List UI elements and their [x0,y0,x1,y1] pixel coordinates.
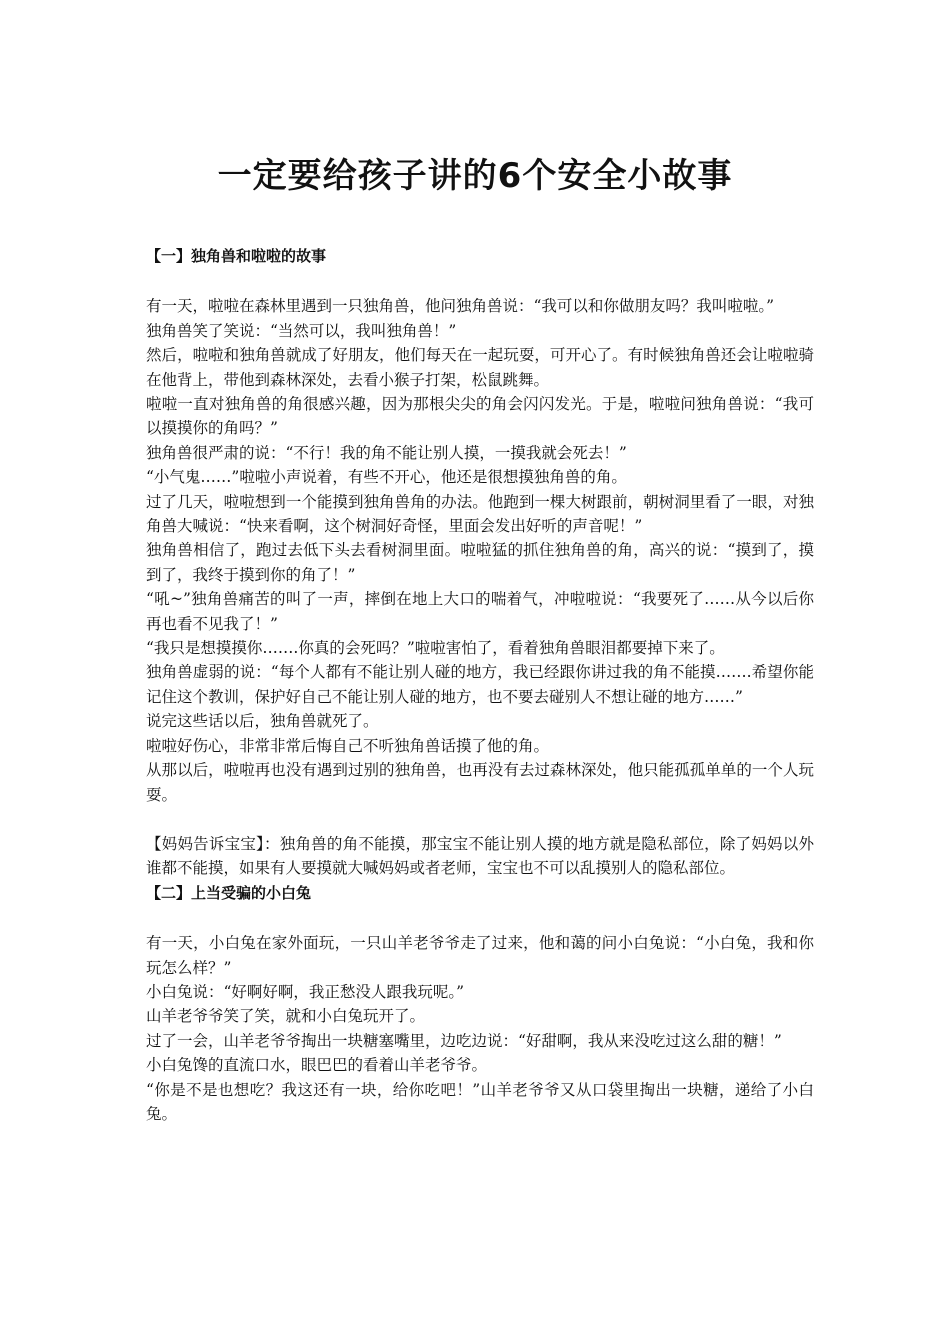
paragraph: 啦啦好伤心，非常非常后悔自己不听独角兽话摸了他的角。 [146,736,550,755]
paragraph: 然后，啦啦和独角兽就成了好朋友，他们每天在一起玩耍，可开心了。有时候独角兽还会让啦啦骑在他背上，带他到森林深处，去看小猴子打架，松鼠跳舞。 [146,346,814,389]
paragraph: “吼~”独角兽痛苦的叫了一声，摔倒在地上大口的喘着气，冲啦啦说：“我要死了……从今以后你再也看不见我了！” [146,590,814,633]
paragraph: 小白兔馋的直流口水，眼巴巴的看着山羊老爷爷。 [146,1056,488,1075]
section-heading: 【二】上当受骗的小白兔 [146,883,312,902]
paragraph: “我只是想摸摸你…….你真的会死吗？”啦啦害怕了，看着独角兽眼泪都要掉下来了。 [146,639,725,658]
paragraph: 小白兔说：“好啊好啊，我正愁没人跟我玩呢。” [146,982,465,1001]
paragraph: 说完这些话以后，独角兽就死了。 [146,712,379,731]
document-body [146,244,814,1126]
paragraph: 啦啦一直对独角兽的角很感兴趣，因为那根尖尖的角会闪闪发光。于是，啦啦问独角兽说：“我可以摸摸你的角吗？” [146,395,814,438]
paragraph: 过了一会，山羊老爷爷掏出一块糖塞嘴里，边吃边说：“好甜啊，我从来没吃过这么甜的糖！” [146,1031,782,1050]
page-title: 一定要给孩子讲的6个安全小故事 [217,156,733,196]
paragraph: 独角兽很严肃的说：“不行！我的角不能让别人摸，一摸我就会死去！” [146,443,627,462]
paragraph: 过了几天，啦啦想到一个能摸到独角兽角的办法。他跑到一棵大树跟前，朝树洞里看了一眼，对独角兽大喊说：“快来看啊，这个树洞好奇怪，里面会发出好听的声音呢！” [146,492,814,536]
paragraph: 独角兽虚弱的说：“每个人都有不能让别人碰的地方，我已经跟你讲过我的角不能摸…….希望你能记住这个教训，保护好自己不能让别人碰的地方，也不要去碰别人不想让碰的地方……” [146,663,814,706]
paragraph: 从那以后，啦啦再也没有遇到过别的独角兽，也再没有去过森林深处，他只能孤孤单单的一个人玩耍。 [146,761,814,804]
paragraph: “你是不是也想吃？我这还有一块，给你吃吧！”山羊老爷爷又从口袋里掏出一块糖，递给了小白兔。 [146,1080,814,1123]
paragraph: 独角兽笑了笑说：“当然可以，我叫独角兽！” [146,321,457,340]
section-heading: 【一】独角兽和啦啦的故事 [146,247,327,265]
paragraph: 独角兽相信了，跑过去低下头去看树洞里面。啦啦猛的抓住独角兽的角，高兴的说：“摸到了，摸到了，我终于摸到你的角了！” [146,541,814,584]
paragraph: 山羊老爷爷笑了笑，就和小白兔玩开了。 [146,1007,426,1026]
paragraph: “小气鬼……”啦啦小声说着，有些不开心，他还是很想摸独角兽的角。 [146,468,627,487]
paragraph: 有一天，啦啦在森林里遇到一只独角兽，他问独角兽说：“我可以和你做朋友吗？我叫啦啦。” [146,297,775,316]
paragraph: 有一天，小白兔在家外面玩，一只山羊老爷爷走了过来，他和蔼的问小白兔说：“小白兔，我和你玩怎么样？” [146,934,814,977]
mom-note: 【妈妈告诉宝宝】：独角兽的角不能摸，那宝宝不能让别人摸的地方就是隐私部位，除了妈妈以外谁都不能摸，如果有人要摸就大喊妈妈或者老师，宝宝也不可以乱摸别人的隐私部位。 [146,834,814,878]
